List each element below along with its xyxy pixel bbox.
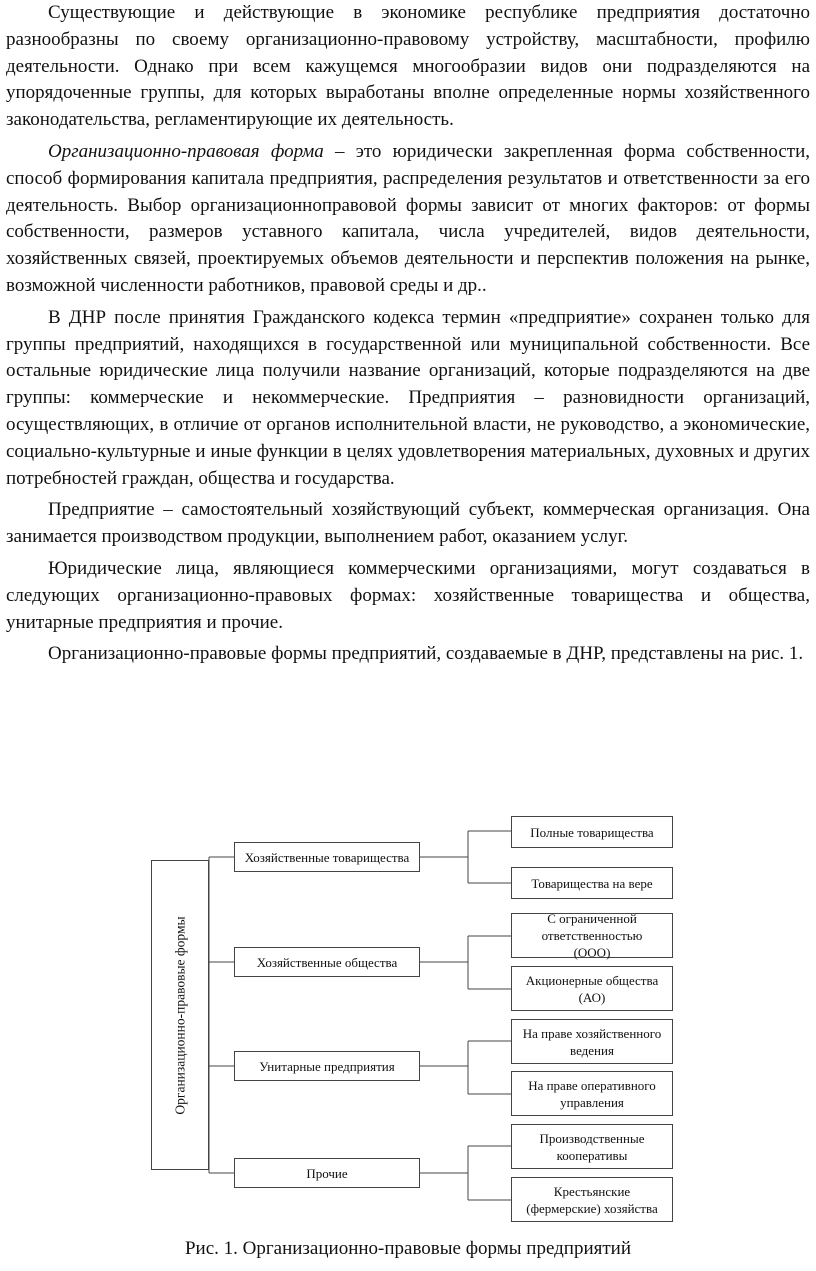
group-node-other: Прочие: [234, 1158, 420, 1188]
paragraph-5: Юридические лица, являющиеся коммерческими организациями, могут создаваться в следующих организационно-правовых формах: хозяйственные товарищества и общества, унитарные предприятия и прочие.: [6, 557, 810, 633]
definition-text: – это юридически закрепленная форма собственности, способ формирования капитала предприятия, распределения результатов и ответственности за его деятельность. Выбор организационноправовой формы зависит от многих факторов: от формы собственности, размеров уставного капитала, числа учредителей, видов деятельности, хозяйственных связей, проектируемых объемов деятельности и перспектив положения на рынке, возможной численности работников, правовой среды и др..: [6, 140, 810, 296]
group-node-partnerships: Хозяйственные товарищества: [234, 842, 420, 872]
leaf-node: Крестьянские (фермерские) хозяйства: [511, 1177, 673, 1222]
leaf-node: Товарищества на вере: [511, 867, 673, 899]
leaf-node: Акционерные общества (АО): [511, 966, 673, 1011]
leaf-node: С ограниченной ответственностью (ООО): [511, 913, 673, 958]
figure-caption: Рис. 1. Организационно-правовые формы предприятий: [184, 1238, 632, 1259]
leaf-node: Полные товарищества: [511, 816, 673, 848]
paragraph-6: Организационно-правовые формы предприятий, создаваемые в ДНР, представлены на рис. 1.: [48, 643, 804, 665]
leaf-node: На праве хозяйственного ведения: [511, 1019, 673, 1064]
leaf-node: Производственные кооперативы: [511, 1124, 673, 1169]
paragraph-1: Существующие и действующие в экономике республике предприятия достаточно разнообразны по своему организационно-правовому устройству, масштабности, профилю деятельности. Однако при всем кажущемся многообразии видов они подразделяются на упорядоченные группы, для которых выработаны вполне определенные нормы хозяйственного законодательства, регламентирующие их деятельность.: [6, 2, 810, 131]
group-node-unitary: Унитарные предприятия: [234, 1051, 420, 1081]
leaf-node: На праве оперативного управления: [511, 1071, 673, 1116]
group-node-companies: Хозяйственные общества: [234, 947, 420, 977]
paragraph-4: Предприятие – самостоятельный хозяйствующий субъект, коммерческая организация. Она занимается производством продукции, выполнением работ, оказанием услуг.: [6, 499, 810, 548]
root-label: Организационно-правовые формы: [172, 915, 188, 1115]
paragraph-3: В ДНР после принятия Гражданского кодекса термин «предприятие» сохранен только для группы предприятий, находящихся в государственной или муниципальной собственности. Все остальные юридические лица получили название организаций, которые подразделяются на две группы: коммерческие и некоммерческие. Предприятия – разновидности организаций, осуществляющих, в отличие от органов исполнительной власти, не руководство, а экономические, социально-культурные и иные функции в целях удовлетворения материальных, духовных и других потребностей граждан, общества и государства.: [6, 306, 810, 489]
root-node: [151, 860, 209, 1170]
term-definition: Организационно-правовая форма: [48, 140, 324, 162]
